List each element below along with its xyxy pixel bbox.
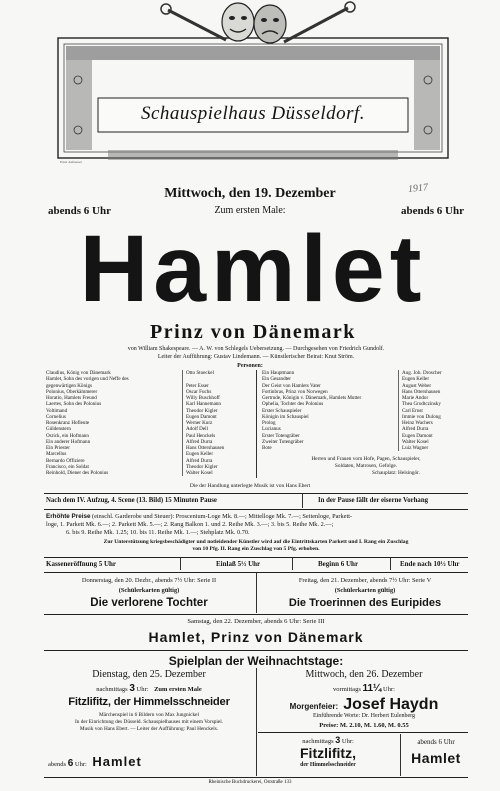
cast-actor: Heinz Wachers [398,420,470,426]
date-line: Mittwoch, den 19. Dezember [164,186,336,201]
cast-role: Gertrude, Königin v. Dänemark, Hamlets Mutter [262,395,362,401]
cast-actor: Eugen Damont [398,433,470,439]
printer-imprint: Rheinische Buchdruckerei, Oststraße 133 [208,780,292,785]
prices-line-3: 6. bis 9. Reihe Mk. 1.25; 10. bis 11. Reihe Mk. 1.—; Stehplatz Mk. 0.70. [66,529,250,537]
cast-row [262,445,470,451]
prices-line-2: loge, 1. Parkett Mk. 6.—; 2. Parkett Mk. 5.—; 2. Rang Balkon 1. und 2. Reihe Mk. 3.—; 3. bis 5. Reihe Mk. 2.—; [46,521,334,529]
cast-actor: Willy Buschhoff [182,395,254,401]
cast-role: Ein Priester [46,445,70,451]
cast-row [46,470,254,476]
wed-prices: Preise: M. 2.10, M. 1.60, M. 0.55 [319,722,409,729]
sat-line-1: Samstag, den 22. Dezember, abends 6 Uhr: Serie III [187,618,325,625]
cast-actor: Theodor Kigler [182,408,254,414]
tue-time-pre: nachmittags [96,686,128,693]
cast-role: Polonius, Oberkämmerer [46,388,98,395]
cast-role: Zweiter Totengräber [262,438,304,445]
cast-role: Königin im Schauspiel [262,413,309,420]
tue-first-time: Zum ersten Male [154,686,202,693]
wed-intro: Einführende Worte: Dr. Herbert Eulenberg [312,713,416,719]
theater-name: Schauspielhaus Düsseldorf. [140,103,366,124]
cast-role: Claudius, König von Dänemark [46,370,111,376]
tue-time-line [44,683,254,694]
cast-actor: Adolf Dell [182,426,254,432]
support-line-1: Zur Unterstützung kriegsbeschädigter und notleidender Künstler wird auf die Eintrittskarten Parkett und I. Rang ein Zuschlag [103,539,409,545]
time-left: abends 6 Uhr [48,205,111,217]
cast-list-left [46,370,254,476]
tue-evening-pre: abends [48,761,67,768]
wed-afternoon-sub: der Himmelsschneider [300,762,356,768]
cast-role: Fortinbras, Prinz von Norwegen [262,388,328,395]
artist-signature: Ernst Aufseeser [60,160,83,164]
cast-role: Ophelia, Tochter des Polonius [262,401,324,408]
wed-afternoon-title: Fitzlifitz, [300,745,356,761]
tue-desc-1: Märchenspiel in 6 Bildern von Max Jungnickel [98,712,200,718]
cast-role: Güldenstern [46,426,71,433]
cast-role: Ein Gesandter [262,376,291,383]
tue-desc-3: Musik von Hans Ebert. — Leiter der Aufführung: Paul Henckels. [79,726,219,732]
cast-actor: Immie von Dulong [398,414,470,420]
tue-date: Dienstag, den 25. Dezember [92,669,206,680]
cast-role: Erster Totengräber [262,432,300,439]
cast-actor: Eugen Keller [398,376,470,382]
cast-actor: Thea Grodtczinsky [398,401,470,407]
music-note: Die der Handlung unterlegte Musik ist von Hans Ebert [189,483,311,489]
scene-line: Schauplatz: Helsingör. [372,470,420,476]
cast-role: Reinhold, Diener des Polonius [46,470,109,476]
wed-afternoon-time [258,735,398,745]
persons-heading: Personen: [237,363,263,369]
theatre-masks-icon [161,2,355,43]
prices-block [46,513,470,538]
start-time: Beginn 6 Uhr [318,560,359,568]
cast-actor: Marie Andor [398,395,470,401]
cast-actor: Carl Ernst [398,408,470,414]
cast-actor: Aug. Joh. Droscher [398,370,470,376]
cast-role: Voltimand [46,407,68,414]
cast-actor: Theodor Kigler [182,464,254,470]
cast-role: Ein Hauptmann [262,370,295,376]
entry-time: Einlaß 5½ Uhr [216,560,261,568]
cast-actor: August Weber [398,383,470,389]
wed-evening-title: Hamlet [411,750,461,766]
cast-role: gegenwärtigen Königs [46,382,92,389]
cast-role: Marcellus [46,451,67,458]
play-subtitle: Prinz von Dänemark [150,321,356,343]
handwritten-year: 1917 [407,181,429,196]
extras-line-2: Soldaten, Matrosen, Gefolge. [334,463,398,469]
wed-time-pre: vormittags [333,686,361,693]
cast-role: Laertes, Sohn des Polonius [46,401,102,408]
cast-actor: Werner Kurz [182,420,254,426]
curtain-note: In der Pause fällt der eiserne Vorhang [318,497,429,504]
cast-list-right [262,370,470,451]
tue-evening-post: Uhr: [74,761,87,768]
cast-actor: Peter Esser [182,383,254,389]
play-title: Hamlet [79,216,427,322]
cast-role: Francisco, ein Soldat [46,463,89,470]
thu-line-2: (Schülerkarten gültig) [118,587,180,594]
cast-actor: Luiz Wagner [398,445,470,451]
wed-time-post: Uhr: [383,686,395,693]
cast-role: Der Geist von Hamlets Vater [262,382,321,389]
cast-role: Cornelius [46,413,66,420]
cast-actor: Hans Ottershausen [398,389,470,395]
tue-title: Fitzlifitz, der Himmelsschneider [68,696,230,708]
cast-actor: Paul Henckels [182,433,254,439]
cast-role: Ein anderer Hofmann [46,438,91,445]
fri-title: Die Troerinnen des Euripides [288,597,442,609]
tue-time-post: Uhr: [136,686,149,693]
cast-role: Bernardo Offiziere [46,457,85,464]
wed-time-line [258,683,470,694]
cast-actor: Alfred Durra [182,439,254,445]
tue-evening-title: Hamlet [92,754,142,769]
credits-line-1: von William Shakespeare. — A. W. von Schlegels Uebersetzung. — Durchgesehen von Friedrich Gundolf. [127,346,385,352]
extras-line-1: Herren und Frauen vom Hofe, Pagen, Schauspieler, [311,456,421,462]
cast-role: Osrick, ein Hofmann [46,432,89,439]
wed-afternoon-post: Uhr: [341,738,354,745]
tue-desc-2: In der Einrichtung des Düsseld. Schauspielhauses mit einem Vorspiel. [74,719,224,725]
wed-celebration-name: Josef Haydn [343,696,439,713]
credits-line-2: Leiter der Aufführung: Gustav Lindemann. — Künstlerischer Beirat: Knut Ström. [157,354,355,360]
cast-role: Lucianus [262,426,281,433]
wed-afternoon-num: 3 [335,735,341,745]
fri-line-1: Freitag, den 21. Dezember, abends 7½ Uhr: Serie V [298,577,432,584]
cast-role: Rosenkranz Hofleute [46,420,90,426]
wed-time-num: 11¼ [362,683,382,694]
tue-evening-num: 6 [67,758,74,769]
cast-role: Erster Schauspieler [262,407,302,414]
wed-celebration-label: Morgenfeier: [289,702,339,711]
wed-celebration [258,694,470,714]
cast-actor: Karl Hannemann [182,401,254,407]
cast-role: Hamlet, Sohn des vorigen und Neffe des [46,376,129,383]
support-note [44,539,468,553]
tue-evening [48,754,142,769]
prices-line-1: (einschl. Garderobe und Steuer): Proscenium-Loge Mk. 8.—; Mittelloge Mk. 7.—; Seitenloge, Parkett- [92,513,353,520]
cast-role: Bote [262,445,272,451]
cast-actor: Eugen Keller [182,451,254,457]
fri-line-2: (Schülerkarten gültig) [334,587,396,594]
wed-afternoon-pre: nachmittags [302,738,334,745]
wed-date: Mittwoch, den 26. Dezember [305,669,423,680]
cast-actor: Hans Ottershausen [182,445,254,451]
wed-evening-label: abends 6 Uhr [417,738,455,746]
cast-actor: Alfred Durra [398,426,470,432]
thu-line-1: Donnerstag, den 20. Dezbr., abends 7½ Uhr: Serie II [81,577,217,584]
cast-actor: Walter Kosel [182,470,254,476]
cast-actor: Otto Stoeckel [182,370,254,376]
cast-actor: Eugen Damont [182,414,254,420]
cast-actor: Walter Kosel [398,439,470,445]
tue-desc [44,712,254,733]
thu-title: Die verlorene Tochter [90,597,208,609]
cast-actor: Alfred Durra [182,458,254,464]
premiere-note: Zum ersten Male: [214,205,286,216]
pause-note: Nach dem IV. Aufzug, 4. Scene (13. Bild) 15 Minuten Pause [46,497,217,504]
end-time: Ende nach 10½ Uhr [400,560,460,568]
tue-time-num: 3 [129,683,135,694]
cash-open-time: Kasseneröffnung 5 Uhr [46,560,117,568]
support-line-2: von 10 Pfg. II. Rang ein Zuschlag von 5 Pfg. erhoben. [192,546,320,552]
sat-title: Hamlet, Prinz von Dänemark [148,629,364,645]
time-right: abends 6 Uhr [401,205,464,217]
christmas-heading: Spielplan der Weihnachtstage: [168,654,344,668]
ornamental-header [48,0,458,180]
prices-label: Erhöhte Preise [46,513,91,520]
cast-actor: Oscar Fuchs [182,389,254,395]
cast-role: Horatio, Hamlets Freund [46,395,97,401]
cast-role: Prolog [262,420,276,426]
